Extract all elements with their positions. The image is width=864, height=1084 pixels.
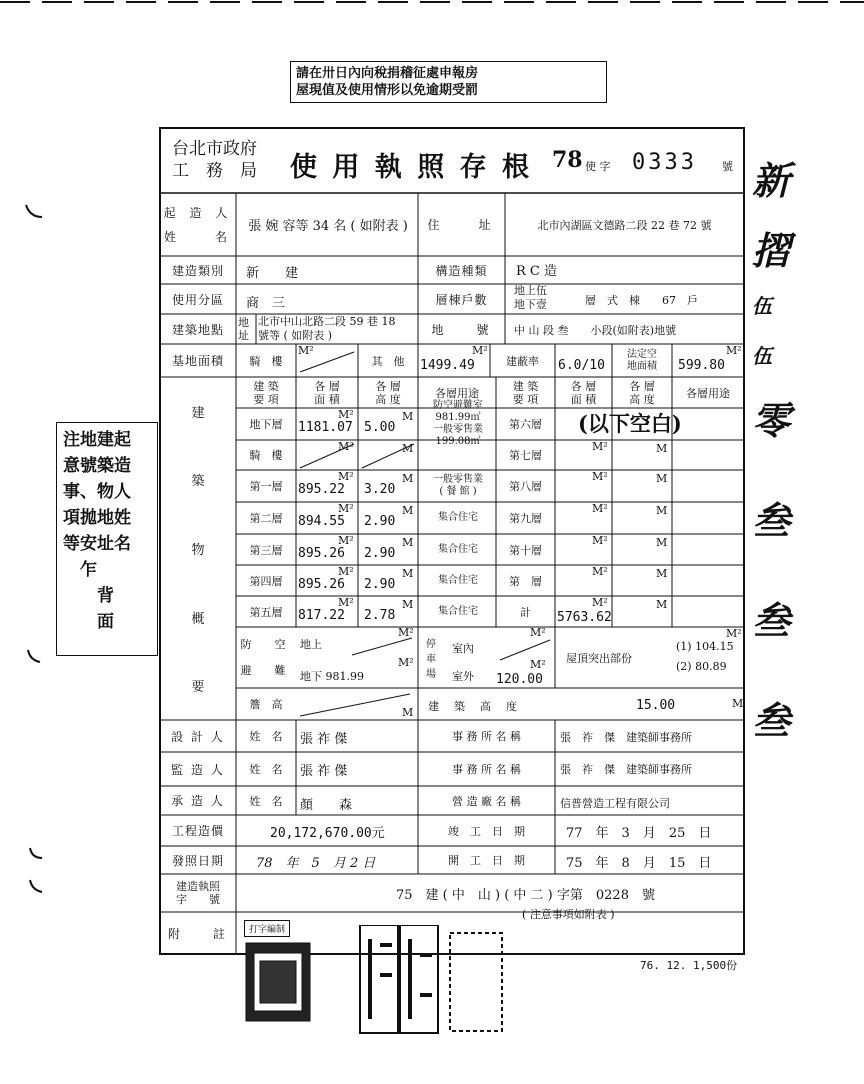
floor-name-right: 第八層 [509,480,542,493]
floor-height-unit: M [402,410,414,423]
other-unit: M² [472,344,488,357]
floor-height-unit-right: M [656,442,668,455]
blank-note: (以下空白) [578,411,682,436]
left-note-line: 面 [63,612,114,632]
floor-name-right: 第九層 [509,512,542,525]
eaves-unit: M [402,706,414,719]
address-value: 北市內湖區文德路二段 22 巷 72 號 [537,218,712,232]
structure-value: R C 造 [516,264,557,279]
floor-name: 第四層 [249,574,283,588]
top-notice-line2: 屋現值及使用情形以免逾期受罰 [296,83,479,98]
start-label: 開 工 日 期 [448,854,525,867]
defense-below: 地下 981.99 [300,670,364,683]
defense-below-unit: M² [398,656,414,669]
site-label: 建築地點 [171,322,224,337]
left-note-line: 注地建起 [63,430,131,450]
floor-area-unit-right: M² [592,565,608,578]
other-label: 其 他 [371,354,405,368]
section-label [160,377,236,720]
permit-label: 建造執照 字 號 [176,880,220,906]
start-date: 75 年 8 月 15 日 [566,856,712,871]
floor-area: 895.22 [298,482,345,497]
address-label: 住 址 [427,218,496,232]
floor-height-unit-right: M [656,472,668,485]
office-label: 事 務 所 名 稱 [452,763,521,776]
section-char: 築 [191,474,205,490]
building-height: 15.00 [636,698,676,713]
building-height-unit: M [732,697,744,710]
floor-use: 集合住宅 [438,512,478,523]
structure-label: 構造種類 [435,263,488,278]
permit-note: ( 注意事項如附表 ) [522,908,615,921]
header-height: 各 層 高 度 [375,379,401,406]
office-name: 信普營造工程有限公司 [560,797,670,810]
floor-area: 894.55 [298,514,345,529]
role-label: 監 造 人 [171,762,225,777]
floor-area: 895.26 [298,546,345,561]
floor-height-unit-right: M [656,536,668,549]
zone-label: 使用分區 [171,292,224,307]
zone-value: 商 三 [246,296,286,311]
org-bureau: 工 務 局 [172,161,257,181]
left-note-line: 背 [63,586,114,606]
floor-name-right: 第 層 [509,574,542,588]
defense-above-unit: M² [398,626,414,639]
name-label: 姓 名 [249,763,283,776]
office-label: 事 務 所 名 稱 [452,730,521,743]
header-item: 建 築 要 項 [253,379,279,406]
floor-name-right: 第六層 [509,418,542,431]
cost-value: 20,172,670.00元 [270,826,385,841]
floor-name: 第二層 [249,512,283,525]
office-name: 張 祚 傑 建築師事務所 [560,731,692,744]
roof-label: 屋頂突出部份 [566,652,632,665]
margin-char: 伍 [752,344,772,368]
floor-name-right: 第七層 [509,449,542,462]
print-run: 76. 12. 1,500份 [640,959,738,972]
roof-value-1: (1) 104.15 [676,640,734,653]
left-note-line: 意號築造 [63,456,131,476]
arcade-unit: M² [298,344,314,357]
build-type-label: 建造類別 [171,263,224,278]
person-name: 張 祚 傑 [300,732,348,747]
build-type-value: 新 建 [246,266,299,281]
site-sub-label: 地 址 [238,316,249,342]
header-area: 各 層 面 積 [314,379,340,406]
legal-open-unit: M² [726,344,742,357]
lot-label: 地 號 [431,322,492,337]
floor-height: 2.90 [364,577,396,592]
other-area: 1499.49 [420,358,475,373]
floor-height: 2.78 [364,608,396,623]
floor-height: 2.90 [364,546,396,561]
floor-name: 地下層 [249,418,283,431]
char-label: 使 字 [585,160,611,173]
floor-area-unit: M² [338,440,354,453]
margin-char: 叁 [752,598,791,643]
margin-char: 伍 [752,294,772,318]
floor-use: 集合住宅 [438,543,478,555]
margin-char: 零 [752,398,791,443]
roof-unit: M² [726,627,742,640]
header-area-right: 各 層 面 積 [570,379,597,406]
floor-area-unit: M² [338,565,354,578]
parking-outdoor: 室外 [452,670,474,683]
owner-label: 起 造 人 姓 名 [163,205,233,244]
floor-height-unit-right: M [656,567,668,580]
floor-height: 5.00 [364,420,396,435]
left-note-line: 等安址名 [63,534,131,554]
office-name: 張 祚 傑 建築師事務所 [560,763,692,776]
floor-area: 1181.07 [298,420,353,435]
floor-use: 集合住宅 [438,605,478,617]
site-value: 北市中山北路二段 59 巷 18 號等 ( 如附表 ) [258,315,396,342]
margin-char: 叁 [752,698,791,743]
floor-area-unit: M² [338,408,354,421]
left-note [56,422,158,656]
section-char: 建 [191,405,205,421]
person-name: 顏 森 [300,798,353,813]
floor-area: 895.26 [298,577,345,592]
legal-open-value: 599.80 [678,358,725,373]
floors-value-2: 層 式 棟 67 戶 [585,294,698,307]
parking-indoor: 室內 [452,642,474,655]
total-area: 5763.62 [557,610,612,625]
floor-area-unit: M² [338,596,354,609]
floor-use: 防空避難室981.99㎡ 一般零售業199.08㎡ [433,400,483,447]
coverage-value: 6.0/10 [558,358,605,373]
floor-area-unit: M² [338,502,354,515]
floor-area-unit-right: M² [592,502,608,515]
header-use: 各層用途 [435,386,479,400]
left-note-line: 項拋地姓 [63,508,131,528]
floor-height-unit: M [402,567,414,580]
floor-name: 第五層 [249,605,283,619]
coverage-label: 建蔽率 [506,354,539,368]
roof-value-2: (2) 80.89 [676,660,727,673]
attach-label: 附 註 [167,926,228,941]
floor-height-unit: M [402,472,414,485]
suffix: 號 [722,160,733,173]
floor-height-unit: M [402,504,414,517]
floors-label: 層棟戶數 [435,292,488,307]
typing-stamp: 打字編制 [244,920,290,937]
seal-stamps [240,925,530,1043]
floor-name: 第三層 [249,543,283,557]
section-char: 要 [191,680,205,696]
owner-value: 張 婉 容等 34 名 ( 如附表 ) [248,219,408,234]
floor-height-unit: M [402,598,414,611]
complete-label: 竣 工 日 期 [448,824,525,838]
top-notice-line1: 請在卅日內向稅捐稽征處申報房 [296,66,479,81]
floor-area-unit: M² [338,534,354,547]
floor-height-unit: M [402,442,414,455]
lot-value: 中 山 段 叁 小段(如附表)地號 [514,324,677,337]
permit-value: 75 建 ( 中 山 ) ( 中 二 ) 字第 0228 號 [396,888,655,903]
issue-label: 發照日期 [171,853,224,868]
floor-name-right: 第十層 [509,543,542,557]
left-note-line: 乍 [63,560,97,580]
margin-char: 新 [752,158,791,203]
floor-area: 817.22 [298,608,345,623]
floor-area-unit-right: M² [592,596,608,609]
floor-name: 騎 樓 [249,449,283,462]
person-name: 張 祚 傑 [300,764,348,779]
org-block [172,138,257,182]
defense-above: 地上 [300,638,322,651]
name-label: 姓 名 [249,730,283,743]
floor-height: 3.20 [364,482,396,497]
header-item-right: 建 築 要 項 [512,379,539,406]
complete-date: 77 年 3 月 25 日 [566,826,712,841]
margin-char: 叁 [752,498,791,543]
floor-area-unit-right: M² [592,470,608,483]
floors-value: 地上伍 地下壹 [514,284,547,311]
office-label: 營 造 廠 名 稱 [452,794,521,808]
floor-name: 第一層 [249,480,283,493]
header-use-right: 各層用途 [686,386,730,400]
parking-outdoor-value: 120.00 [496,672,543,687]
section-char: 物 [191,542,205,558]
arcade-label: 騎 樓 [249,354,283,368]
license-number: 0333 [632,150,697,175]
org-name: 台北市政府 [172,139,257,159]
floor-area-unit: M² [338,470,354,483]
role-label: 設 計 人 [171,729,225,744]
number-prefix: 78 [552,147,583,173]
floor-use: 一般零售業 ( 餐 館 ) [433,474,483,497]
parking-outdoor-unit: M² [530,658,546,671]
cost-label: 工程造價 [171,824,224,838]
margin-char: 摺 [752,228,791,273]
floor-height-unit: M [402,536,414,549]
section-char: 概 [191,611,205,627]
issue-date: 78 年 5 月 2 日 [256,856,376,871]
floor-use: 集合住宅 [438,574,478,586]
floor-name-right: 計 [520,605,531,619]
building-height-label: 建 築 高 度 [428,700,519,713]
floor-height: 2.90 [364,514,396,529]
floor-height-unit-right: M [656,504,668,517]
floor-area-unit-right: M² [592,440,608,453]
role-label: 承 造 人 [171,794,225,808]
name-label: 姓 名 [249,794,283,808]
legal-open-label: 法定空 地面積 [627,348,657,372]
page-title: 使 用 執 照 存 根 [290,152,532,183]
floor-area-unit-right: M² [592,534,608,547]
defense-label: 防 空 避 難 [240,637,292,677]
parking-label: 停 車 場 [426,638,436,680]
base-area-label: 基地面積 [171,354,224,368]
eaves-label: 簷 高 [249,698,283,711]
header-height-right: 各 層 高 度 [629,379,655,406]
floor-height-unit-right: M [656,598,668,611]
parking-indoor-unit: M² [530,626,546,639]
left-note-line: 事、物人 [63,482,131,502]
right-margin-notes [752,150,812,790]
